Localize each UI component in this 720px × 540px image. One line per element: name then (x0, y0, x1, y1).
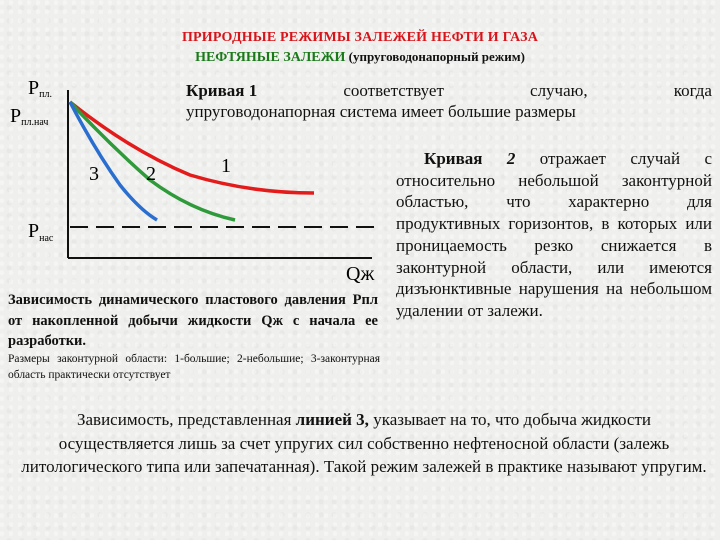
curve-3-explanation (18, 408, 710, 479)
diagram-caption: Зависимость динамического пластового давления Рпл от накопленной добычи жидкости Qж с начала ее разработки. (8, 292, 378, 349)
bottom-post: указывает на то, что добыча жидкости осуществляется лишь за счет упругих сил собственно нефтеносной области (залежь литологического типа или запечатанная). Такой режим залежей в практике называют упругим. (21, 410, 707, 476)
curve-2-description (396, 148, 712, 322)
y-axis-start-label: Pпл.нач (10, 105, 49, 128)
x-axis-label: Qж (346, 263, 375, 285)
curve-1-word-2: случаю, (530, 81, 588, 100)
curve-2-lead: Кривая (424, 149, 483, 168)
curve-1-word-3: когда (673, 81, 712, 100)
subtitle-main: НЕФТЯНЫЕ ЗАЛЕЖИ (195, 50, 346, 65)
curve-2-body: отражает случай с относительно небольшой законтурной областью, что характерно для продуктивных горизонтов, в которых или проницаемость резко снижается в законтурной области, или имеются дизъюнктивные нарушения на небольшом удалении от залежи. (396, 149, 712, 320)
curve-2-label: 2 (146, 163, 156, 185)
y-axis-top-label: Pпл. (28, 77, 52, 100)
curve-1-lead: Кривая 1 (186, 81, 258, 100)
curve-2-number: 2 (482, 149, 516, 168)
diagram-caption-note: Размеры законтурной области: 1-большие; 2-небольшие; 3-законтурная область практически отсутствует (8, 353, 380, 381)
curve-1-description (186, 80, 712, 122)
slide-subtitle (0, 49, 720, 66)
slide-title: ПРИРОДНЫЕ РЕЖИМЫ ЗАЛЕЖЕЙ НЕФТИ И ГАЗА (181, 30, 539, 45)
curve-3-label: 3 (89, 163, 99, 185)
bottom-pre: Зависимость, представленная (76, 410, 296, 429)
curve-1-rest: упруговодонапорная система имеет большие размеры (186, 102, 576, 121)
curve-3 (70, 102, 157, 220)
curve-1-label: 1 (221, 155, 231, 177)
subtitle-paren: (упруговодонапорный режим) (345, 49, 525, 64)
bottom-bold: линией 3, (295, 410, 369, 429)
curve-1-word-1: соответствует (343, 81, 444, 100)
saturation-label: $P_{нас}$ (28, 220, 54, 244)
